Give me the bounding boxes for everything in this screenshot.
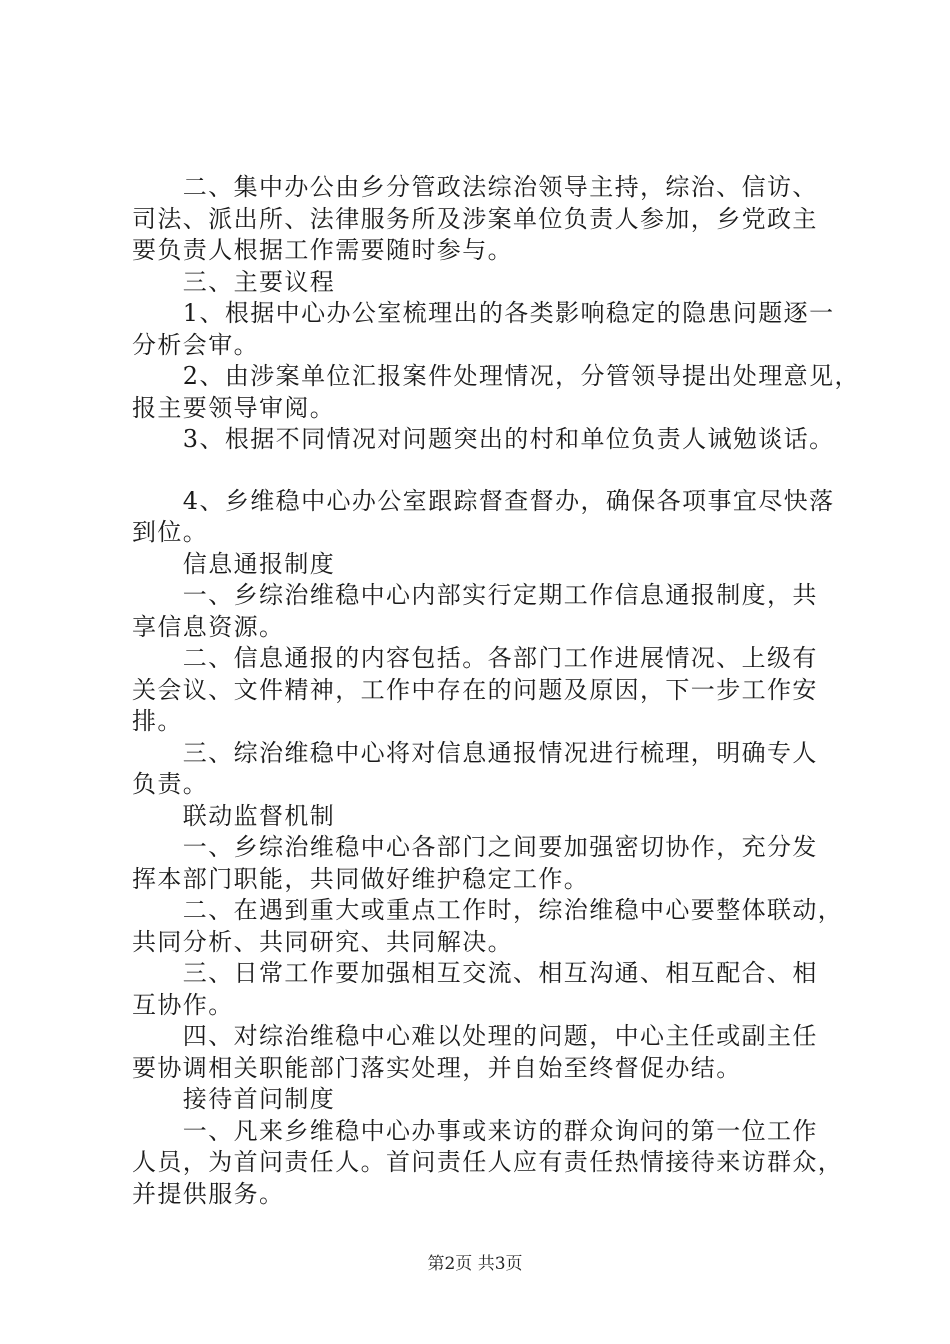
page-number-footer: 第2页 共3页 bbox=[427, 1254, 523, 1274]
text-line: 二、信息通报的内容包括。各部门工作进展情况、上级有 bbox=[132, 644, 818, 672]
text-line: 人员，为首问责任人。首问责任人应有责任热情接待来访群众， bbox=[132, 1148, 844, 1176]
text-line: 互协作。 bbox=[132, 990, 234, 1019]
text-line: 3、根据不同情况对问题突出的村和单位负责人诫勉谈话。 bbox=[132, 425, 835, 453]
document-body bbox=[132, 172, 860, 1210]
section-heading: 三、主要议程 bbox=[132, 267, 336, 296]
text-line: 一、乡综治维稳中心内部实行定期工作信息通报制度，共 bbox=[132, 581, 818, 609]
text-line: 一、乡综治维稳中心各部门之间要加强密切协作，充分发 bbox=[132, 833, 818, 861]
section-heading: 联动监督机制 bbox=[132, 801, 336, 830]
section-heading: 接待首问制度 bbox=[132, 1085, 336, 1113]
text-line: 一、凡来乡维稳中心办事或来访的群众询问的第一位工作 bbox=[132, 1116, 818, 1145]
text-line: 负责。 bbox=[132, 770, 209, 798]
text-line: 2、由涉案单位汇报案件处理情况，分管领导提出处理意见， bbox=[132, 362, 860, 390]
text-line: 排。 bbox=[132, 707, 183, 735]
text-line: 二、集中办公由乡分管政法综治领导主持，综治、信访、 bbox=[132, 173, 818, 201]
text-line: 分析会审。 bbox=[132, 330, 259, 359]
text-line: 要协调相关职能部门落实处理，并自始至终督促办结。 bbox=[132, 1053, 742, 1082]
text-line: 4、乡维稳中心办公室跟踪督查督办，确保各项事宜尽快落 bbox=[132, 486, 835, 515]
text-line: 三、日常工作要加强相互交流、相互沟通、相互配合、相 bbox=[132, 959, 818, 987]
text-line: 挥本部门职能，共同做好维护稳定工作。 bbox=[132, 864, 590, 893]
text-line: 三、综治维稳中心将对信息通报情况进行梳理，明确专人 bbox=[132, 738, 818, 767]
text-line: 要负责人根据工作需要随时参与。 bbox=[132, 236, 513, 264]
text-line: 1、根据中心办公室梳理出的各类影响稳定的隐患问题逐一 bbox=[132, 299, 835, 327]
text-line: 关会议、文件精神，工作中存在的问题及原因，下一步工作安 bbox=[132, 675, 818, 704]
text-line: 到位。 bbox=[132, 518, 209, 546]
text-line: 四、对综治维稳中心难以处理的问题，中心主任或副主任 bbox=[132, 1022, 818, 1050]
text-line: 二、在遇到重大或重点工作时，综治维稳中心要整体联动， bbox=[132, 896, 844, 924]
text-line: 共同分析、共同研究、共同解决。 bbox=[132, 927, 513, 956]
paragraph-gap bbox=[132, 456, 832, 486]
text-line: 享信息资源。 bbox=[132, 612, 285, 641]
section-heading: 信息通报制度 bbox=[132, 549, 336, 578]
text-line: 报主要领导审阅。 bbox=[132, 393, 336, 422]
text-line: 司法、派出所、法律服务所及涉案单位负责人参加，乡党政主 bbox=[132, 204, 818, 233]
text-line: 并提供服务。 bbox=[132, 1179, 285, 1208]
